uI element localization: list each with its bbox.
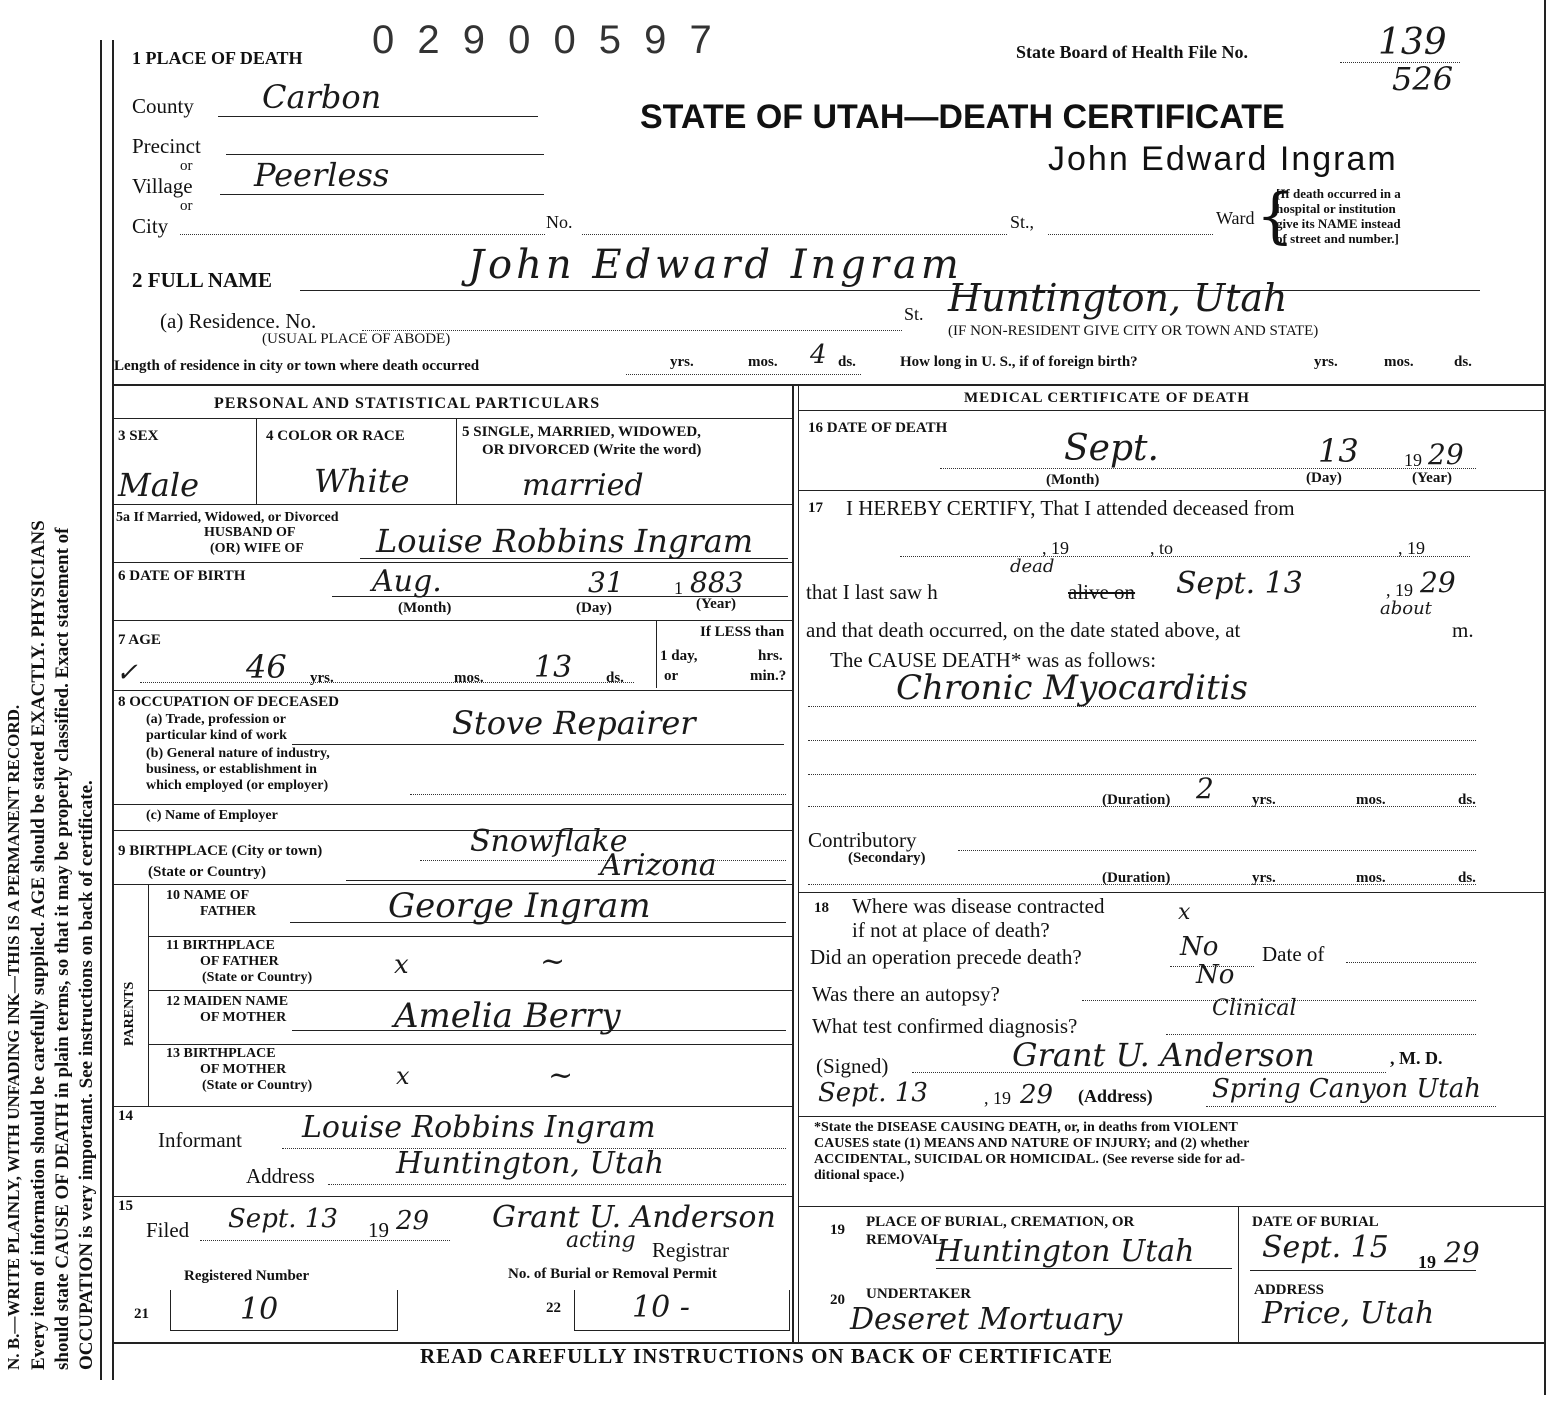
mother-bp-2: OF MOTHER <box>200 1062 287 1077</box>
marital-value: married <box>522 468 644 503</box>
occupation-heading: 8 OCCUPATION OF DECEASED <box>118 694 339 710</box>
birthplace-state-line <box>346 880 786 881</box>
undertaker-value: Deseret Mortuary <box>850 1302 1123 1337</box>
sidebar-line-1: N. B.—WRITE PLAINLY, WITH UNFADING INK—THIS IS A PERMANENT RECORD. <box>4 704 23 1370</box>
row-rule-4 <box>112 690 792 691</box>
last-saw-label-1: that I last saw h <box>806 580 938 604</box>
age-years: 46 <box>246 648 287 686</box>
duration-ds: ds. <box>1458 792 1476 808</box>
father-bp-value: x <box>394 950 409 980</box>
mother-bp-dash: ~ <box>548 1058 574 1093</box>
state-country-label: (State or Country) <box>148 864 267 880</box>
last-saw-label-2: alive on <box>1068 580 1136 604</box>
permit-label: No. of Burial or Removal Permit <box>508 1266 717 1282</box>
father-value: George Ingram <box>388 886 651 926</box>
color-divider <box>456 418 457 504</box>
or-label-1: or <box>180 158 193 174</box>
permit-prefix: 22 <box>546 1300 561 1316</box>
cert-num: 17 <box>808 500 823 516</box>
death-occurred-label: and that death occurred, on the date stated above, at <box>806 618 1241 642</box>
frame-right <box>1544 0 1546 1395</box>
occupation-b-1: (b) General nature of industry, <box>146 746 330 761</box>
autopsy-value: No <box>1196 960 1235 990</box>
mother-label-1: 12 MAIDEN NAME <box>166 994 289 1009</box>
mother-value: Amelia Berry <box>394 996 621 1036</box>
address-value: Huntington, Utah <box>396 1146 665 1181</box>
md-suffix: , M. D. <box>1390 1048 1443 1068</box>
how-long-label: How long in U. S., if of foreign birth? <box>900 354 1138 370</box>
st-line <box>1048 234 1213 235</box>
registered-number-label: Registered Number <box>184 1268 310 1284</box>
medical-rule-3 <box>798 1116 1544 1117</box>
duration2-yrs: yrs. <box>1252 870 1276 886</box>
autopsy-label: Was there an autopsy? <box>812 982 1000 1006</box>
cert-to-19: , 19 <box>1398 538 1425 558</box>
cause-label: The CAUSE DEATH* was as follows: <box>830 648 1157 672</box>
date-of-line <box>1346 962 1476 963</box>
secondary-label: (Secondary) <box>848 850 926 866</box>
burial-num: 19 <box>830 1222 845 1238</box>
dod-day: 13 <box>1318 432 1359 470</box>
ward-note-3: give its NAME instead <box>1276 216 1401 231</box>
center-rule-2 <box>798 384 799 1344</box>
residence-value: Huntington, Utah <box>948 276 1288 320</box>
frame-left <box>112 40 114 1380</box>
section-top-rule <box>112 384 1544 386</box>
birthplace-city: Snowflake <box>470 824 628 859</box>
mother-bp-1: 13 BIRTHPLACE <box>166 1046 276 1061</box>
no-line <box>582 234 1007 235</box>
age-label: 7 AGE <box>118 632 161 648</box>
less-hrs: hrs. <box>758 648 783 664</box>
occupation-b-3: which employed (or employer) <box>146 778 329 793</box>
abode-label: (USUAL PLACE OF ABODE) <box>262 331 451 347</box>
burial-date-label: DATE OF BURIAL <box>1252 1214 1379 1230</box>
length-mos: mos. <box>748 354 778 370</box>
address-line <box>328 1184 786 1185</box>
village-line <box>220 194 544 195</box>
state-file-number: 139 <box>1378 22 1447 63</box>
burial-label-1: PLACE OF BURIAL, CREMATION, OR <box>866 1214 1135 1230</box>
frame-left-double <box>100 40 102 1380</box>
or-label-2: or <box>180 198 193 214</box>
ward-label: Ward <box>1216 208 1255 228</box>
dod-year-prefix: 19 <box>1404 450 1422 470</box>
parents-rule-3 <box>148 1044 792 1045</box>
permit-value: 10 - <box>632 1290 690 1325</box>
signed-address-label: (Address) <box>1078 1086 1153 1106</box>
ward-note-4: of street and number.] <box>1276 231 1399 246</box>
medical-heading: MEDICAL CERTIFICATE OF DEATH <box>964 390 1250 406</box>
burial-label-2: REMOVAL <box>866 1232 943 1248</box>
registrar-signature: Grant U. Anderson <box>492 1200 776 1235</box>
medical-rule-1 <box>798 490 1544 491</box>
length-mos-value: 4 <box>810 340 827 370</box>
signed-19: , 19 <box>984 1088 1011 1108</box>
last-saw-19: , 19 <box>1386 580 1413 600</box>
precinct-label: Precinct <box>132 134 201 158</box>
footnote <box>814 1120 1249 1184</box>
filed-year-prefix: 19 <box>368 1218 389 1242</box>
city-no-label: No. <box>546 212 573 232</box>
spouse-value: Louise Robbins Ingram <box>376 522 754 560</box>
dod-month: Sept. <box>1064 428 1159 469</box>
marital-label-1: 5 SINGLE, MARRIED, WIDOWED, <box>462 424 701 440</box>
cause-line-2 <box>808 740 1476 741</box>
dob-month: Aug. <box>372 564 442 599</box>
city-st-label: St., <box>1010 212 1035 232</box>
dob-year-prefix: 1 <box>674 578 683 598</box>
medical-head-rule <box>798 410 1544 411</box>
dob-month-caption: (Month) <box>398 600 452 616</box>
filed-line <box>200 1240 450 1241</box>
birthplace-state: Arizona <box>600 848 717 883</box>
parents-rule-1 <box>148 936 792 937</box>
informant-value: Louise Robbins Ingram <box>302 1110 656 1145</box>
mother-bp-value: x <box>396 1062 410 1090</box>
undertaker-address-label: ADDRESS <box>1254 1282 1325 1298</box>
occupation-b-2: business, or establishment in <box>146 762 317 777</box>
cert-from-line <box>900 556 1470 557</box>
father-label-2: FATHER <box>200 904 257 919</box>
occupation-c: (c) Name of Employer <box>146 808 278 823</box>
father-bp-3: (State or Country) <box>202 970 313 985</box>
dob-day: 31 <box>588 566 624 599</box>
serial-number: 0 2 9 0 0 5 9 7 <box>372 18 718 62</box>
village-label: Village <box>132 174 193 198</box>
row-rule-5 <box>112 804 792 805</box>
signed-year: 29 <box>1020 1080 1054 1110</box>
occupation-a-1: (a) Trade, profession or <box>146 712 286 727</box>
dod-line <box>940 468 1476 469</box>
less-label-2: 1 day, <box>660 648 698 664</box>
dob-day-caption: (Day) <box>576 600 612 616</box>
occupation-line <box>292 744 784 745</box>
burial-divider <box>1238 1206 1239 1342</box>
burial-date: Sept. 15 <box>1262 1230 1389 1265</box>
informant-num: 14 <box>118 1108 133 1124</box>
row-rule-3 <box>112 620 792 621</box>
county-line <box>218 116 538 117</box>
duration-years: 2 <box>1196 772 1214 805</box>
dod-label: 16 DATE OF DEATH <box>808 420 948 436</box>
row-rule-8 <box>112 1106 792 1107</box>
city-label: City <box>132 214 169 238</box>
mother-bp-3: (State or Country) <box>202 1078 313 1093</box>
q18-text-1: Where was disease contracted <box>852 894 1105 918</box>
parents-label: PARENTS <box>122 981 137 1046</box>
name-annotation: John Edward Ingram <box>1048 140 1398 178</box>
dob-year-caption: (Year) <box>696 596 736 612</box>
county-label: County <box>132 94 194 118</box>
color-value: White <box>314 462 410 500</box>
sidebar-line-2: Every item of information should be carefully supplied. AGE should be stated EXACTLY. PHYSICIANS <box>28 520 49 1370</box>
dob-year: 883 <box>690 566 744 599</box>
footnote-1: *State the DISEASE CAUSING DEATH, or, in deaths from VIOLENT <box>814 1120 1238 1135</box>
parents-rule-2 <box>148 990 792 991</box>
age-ds-caption: ds. <box>606 670 624 686</box>
dod-month-caption: (Month) <box>1046 472 1100 488</box>
duration-label: (Duration) <box>1102 792 1171 808</box>
address-label: Address <box>246 1164 315 1188</box>
test-line <box>1166 1034 1476 1035</box>
marital-label-2: OR DIVORCED (Write the word) <box>482 442 702 458</box>
state-file-label: State Board of Health File No. <box>1016 42 1248 62</box>
county-value: Carbon <box>262 78 382 116</box>
last-saw-year: 29 <box>1420 566 1456 599</box>
row-rule-7 <box>112 884 792 885</box>
how-long-ds: ds. <box>1454 354 1472 370</box>
test-value: Clinical <box>1212 996 1297 1021</box>
precinct-line <box>226 154 544 155</box>
how-long-mos: mos. <box>1384 354 1414 370</box>
occupation-value: Stove Repairer <box>452 704 696 742</box>
cert-text: I HEREBY CERTIFY, That I attended deceased from <box>846 496 1295 520</box>
burial-year: 29 <box>1444 1236 1480 1269</box>
q18-num: 18 <box>814 900 829 916</box>
registrar-label: Registrar <box>652 1238 729 1262</box>
row-rule-9 <box>112 1196 792 1197</box>
reg-num-box <box>170 1290 398 1331</box>
state-file-number-2: 526 <box>1392 60 1454 98</box>
q18-text-2: if not at place of death? <box>852 918 1050 942</box>
occupation-b-line <box>410 794 786 795</box>
registrar-acting: acting <box>566 1228 636 1253</box>
operation-label: Did an operation precede death? <box>810 945 1082 969</box>
full-name-line <box>300 290 1480 291</box>
birthplace-label: 9 BIRTHPLACE (City or town) <box>118 843 323 859</box>
age-less-divider <box>656 620 657 688</box>
how-long-yrs: yrs. <box>1314 354 1338 370</box>
signed-address-value: Spring Canyon Utah <box>1212 1074 1481 1104</box>
place-of-death-heading: 1 PLACE OF DEATH <box>132 48 303 68</box>
sex-divider <box>256 418 257 504</box>
personal-head-rule <box>112 418 792 419</box>
last-saw-date: Sept. 13 <box>1176 566 1303 601</box>
dod-day-caption: (Day) <box>1306 470 1342 486</box>
last-saw-dead: dead <box>1010 556 1055 577</box>
residence-label: (a) Residence. No. <box>160 309 317 333</box>
medical-rule-2 <box>798 892 1544 893</box>
duration-mos: mos. <box>1356 792 1386 808</box>
contributory-line <box>958 850 1476 851</box>
filed-year: 29 <box>396 1206 430 1236</box>
q18-value: x <box>1178 900 1191 925</box>
contributory-label: Contributory <box>808 828 917 852</box>
spouse-label-3: (OR) WIFE OF <box>210 541 304 556</box>
age-check: ✓ <box>116 658 138 688</box>
center-rule-1 <box>792 384 794 1344</box>
medical-rule-4 <box>798 1206 1544 1207</box>
full-name-label: 2 FULL NAME <box>132 268 273 292</box>
dod-year: 29 <box>1428 438 1464 471</box>
length-line <box>626 374 861 375</box>
duration2-mos: mos. <box>1356 870 1386 886</box>
mother-label-2: OF MOTHER <box>200 1010 287 1025</box>
burial-19: 19 <box>1418 1252 1436 1272</box>
color-label: 4 COLOR OR RACE <box>266 428 405 444</box>
signed-address-line <box>1206 1106 1496 1107</box>
row-rule-6 <box>112 830 792 831</box>
filed-num: 15 <box>118 1198 133 1214</box>
signed-label: (Signed) <box>816 1054 889 1078</box>
cause-value: Chronic Myocarditis <box>896 668 1248 708</box>
burial-date-line <box>1250 1270 1476 1271</box>
occupation-a-2: particular kind of work <box>146 728 287 743</box>
less-min: min.? <box>750 668 787 684</box>
sex-value: Male <box>118 466 200 504</box>
death-time: about <box>1380 598 1432 619</box>
death-time-m: m. <box>1452 618 1474 642</box>
row-rule-1 <box>112 504 792 505</box>
dob-label: 6 DATE OF BIRTH <box>118 568 246 584</box>
row-rule-2 <box>112 562 792 563</box>
duration2-label: (Duration) <box>1102 870 1171 886</box>
dod-year-caption: (Year) <box>1412 470 1452 486</box>
ward-note <box>1276 186 1401 246</box>
cause-line-3 <box>808 774 1476 775</box>
father-bp-dash: ~ <box>540 944 566 979</box>
length-residence-label: Length of residence in city or town where death occurred <box>114 358 480 374</box>
father-bp-1: 11 BIRTHPLACE <box>166 938 275 953</box>
father-bp-2: OF FATHER <box>200 954 279 969</box>
ward-note-1: [If death occurred in a <box>1276 186 1401 201</box>
filed-label: Filed <box>146 1218 190 1242</box>
footnote-2: CAUSES state (1) MEANS AND NATURE OF INJURY; and (2) whether <box>814 1136 1250 1151</box>
full-name-value: John Edward Ingram <box>468 242 963 288</box>
cert-from-19: , 19 <box>1042 538 1069 558</box>
age-yrs-caption: yrs. <box>310 670 334 686</box>
footnote-4: ditional space.) <box>814 1168 905 1183</box>
certificate-title: STATE OF UTAH—DEATH CERTIFICATE <box>640 98 1285 136</box>
spouse-label-2: HUSBAND OF <box>204 525 296 540</box>
cert-to: , to <box>1150 538 1174 558</box>
ward-brace: { <box>1256 181 1295 251</box>
filed-date: Sept. 13 <box>228 1204 338 1234</box>
footer-instructions: READ CAREFULLY INSTRUCTIONS ON BACK OF CERTIFICATE <box>420 1344 1113 1368</box>
reg-num-value: 10 <box>240 1292 279 1327</box>
duration2-ds: ds. <box>1458 870 1476 886</box>
test-label: What test confirmed diagnosis? <box>812 1014 1078 1038</box>
age-days: 13 <box>534 650 573 685</box>
signed-date: Sept. 13 <box>818 1078 928 1108</box>
signature: Grant U. Anderson <box>1012 1036 1315 1074</box>
sidebar-line-4: OCCUPATION is very important. See instructions on back of certificate. <box>76 780 97 1370</box>
city-line <box>180 234 545 235</box>
spouse-label-1: 5a If Married, Widowed, or Divorced <box>116 510 339 525</box>
duration-yrs: yrs. <box>1252 792 1276 808</box>
reg-num-prefix: 21 <box>134 1306 149 1322</box>
undertaker-num: 20 <box>830 1292 845 1308</box>
date-of-label: Date of <box>1262 942 1325 966</box>
undertaker-address: Price, Utah <box>1262 1296 1435 1331</box>
age-mos-caption: mos. <box>454 670 484 686</box>
burial-value: Huntington Utah <box>936 1234 1195 1269</box>
less-label-1: If LESS than <box>700 624 785 640</box>
length-yrs: yrs. <box>670 354 694 370</box>
parents-divider <box>148 884 149 1106</box>
nonresident-label: (IF NON-RESIDENT GIVE CITY OR TOWN AND STATE) <box>948 323 1319 339</box>
informant-label: Informant <box>158 1128 242 1152</box>
village-value: Peerless <box>254 156 390 194</box>
ward-note-2: hospital or institution <box>1276 201 1396 216</box>
residence-st-label: St. <box>904 304 924 324</box>
undertaker-label: UNDERTAKER <box>866 1286 972 1302</box>
length-ds: ds. <box>838 354 856 370</box>
personal-heading: PERSONAL AND STATISTICAL PARTICULARS <box>214 395 601 412</box>
sex-label: 3 SEX <box>118 428 159 444</box>
less-label-3: or <box>664 668 679 684</box>
father-label-1: 10 NAME OF <box>166 888 250 903</box>
footnote-3: ACCIDENTAL, SUICIDAL OR HOMICIDAL. (See reverse side for ad- <box>814 1152 1245 1167</box>
operation-value: No <box>1180 932 1219 962</box>
sidebar-line-3: should state CAUSE OF DEATH in plain terms, so that it may be properly classified. Exact statement of <box>52 527 73 1370</box>
